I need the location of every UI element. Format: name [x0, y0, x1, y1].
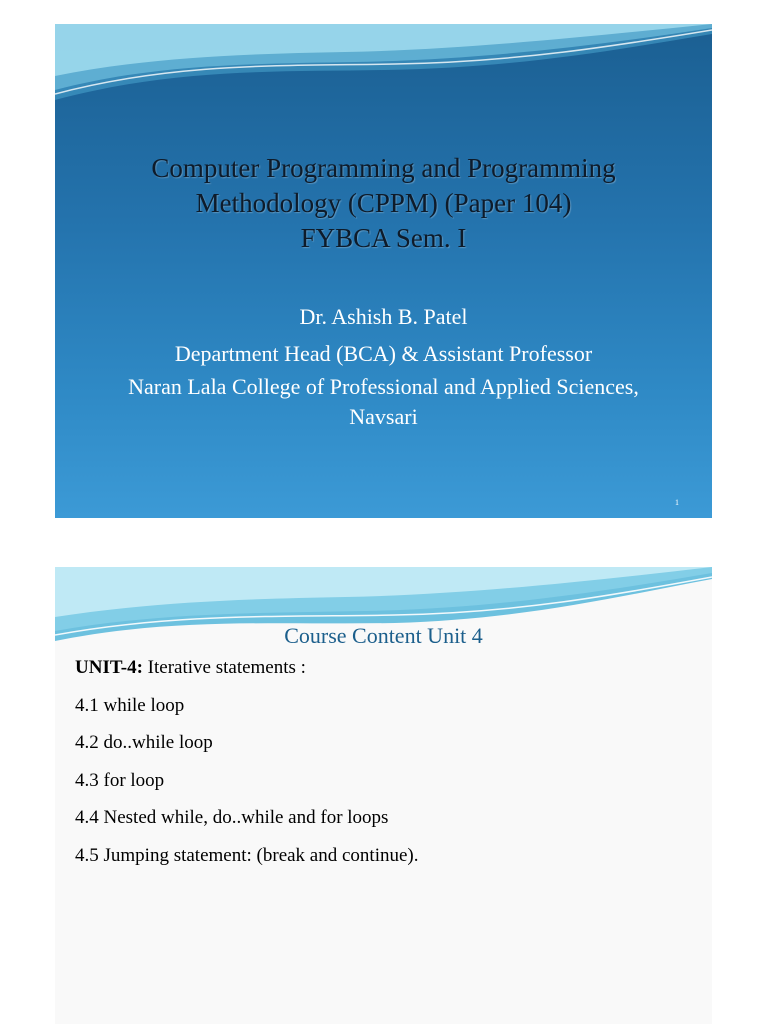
author-name: Dr. Ashish B. Patel — [299, 304, 468, 329]
list-item: 4.5 Jumping statement: (break and continue). — [75, 844, 419, 866]
content-list — [75, 657, 419, 882]
unit-text: Iterative statements : — [142, 657, 306, 678]
unit-label: UNIT-4: — [75, 657, 143, 678]
institution-city: Navsari — [349, 404, 418, 429]
institution-line: Naran Lala College of Professional and Applied Sciences, — [128, 374, 639, 399]
author-block — [55, 298, 712, 432]
slide-title: Course Content Unit 4 — [284, 623, 483, 648]
list-item: 4.1 while loop — [75, 694, 185, 716]
list-item: 4.3 for loop — [75, 769, 165, 791]
page-number: 1 — [675, 498, 679, 507]
slide-title — [55, 151, 712, 256]
title-line: Computer Programming and Programming — [151, 153, 616, 183]
author-position: Department Head (BCA) & Assistant Professor — [174, 341, 593, 366]
list-item: 4.2 do..while loop — [75, 732, 213, 753]
wave-decoration — [55, 24, 712, 104]
unit-heading — [75, 657, 419, 695]
title-line: Methodology (CPPM) (Paper 104) — [195, 188, 572, 218]
title-slide — [55, 24, 712, 518]
list-item: 4.4 Nested while, do..while and for loops — [75, 807, 389, 828]
course-content-slide — [55, 567, 712, 1024]
title-line: FYBCA Sem. I — [300, 223, 467, 253]
